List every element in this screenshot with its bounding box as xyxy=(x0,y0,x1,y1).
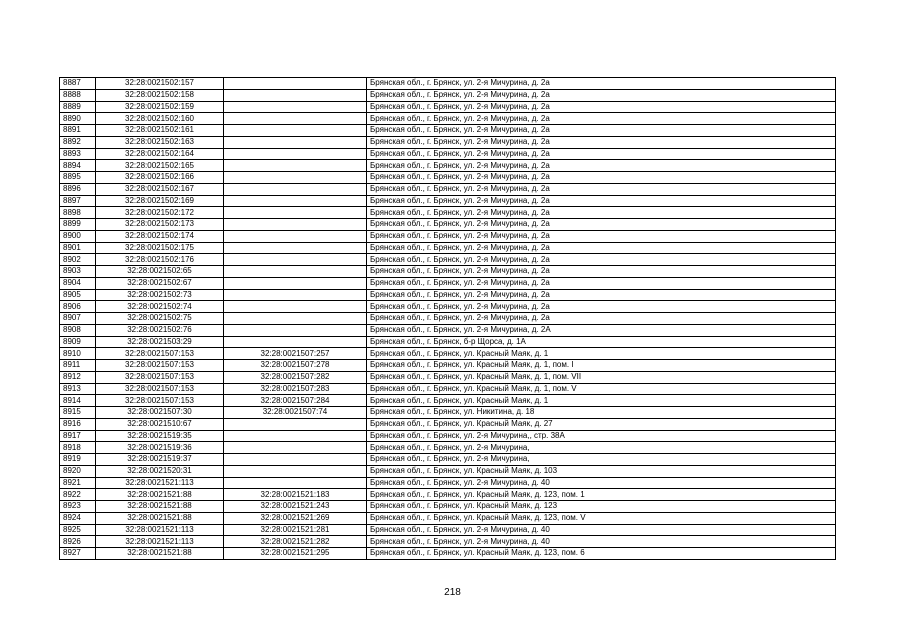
related-cadastral-number-cell: 32:28:0021521:183 xyxy=(224,489,367,501)
address-cell: Брянская обл., г. Брянск, ул. Красный Маяк, д. 27 xyxy=(367,418,836,430)
row-number-cell: 8893 xyxy=(60,148,96,160)
related-cadastral-number-cell xyxy=(224,160,367,172)
related-cadastral-number-cell: 32:28:0021507:278 xyxy=(224,360,367,372)
row-number-cell: 8897 xyxy=(60,195,96,207)
row-number-cell: 8909 xyxy=(60,336,96,348)
cadastral-number-cell: 32:28:0021502:165 xyxy=(96,160,224,172)
related-cadastral-number-cell xyxy=(224,289,367,301)
address-cell: Брянская обл., г. Брянск, ул. 2-я Мичурина, д. 2а xyxy=(367,160,836,172)
related-cadastral-number-cell: 32:28:0021507:74 xyxy=(224,407,367,419)
table-row xyxy=(60,477,836,489)
related-cadastral-number-cell xyxy=(224,242,367,254)
row-number-cell: 8921 xyxy=(60,477,96,489)
row-number-cell: 8926 xyxy=(60,536,96,548)
row-number-cell: 8907 xyxy=(60,313,96,325)
row-number-cell: 8925 xyxy=(60,524,96,536)
table-row xyxy=(60,418,836,430)
table-row xyxy=(60,336,836,348)
row-number-cell: 8917 xyxy=(60,430,96,442)
table-row xyxy=(60,136,836,148)
table-row xyxy=(60,266,836,278)
table-row xyxy=(60,113,836,125)
address-cell: Брянская обл., г. Брянск, ул. 2-я Мичурина, д. 2А xyxy=(367,324,836,336)
address-cell: Брянская обл., г. Брянск, ул. 2-я Мичурина, д. 2а xyxy=(367,113,836,125)
page-number: 218 xyxy=(444,587,461,598)
row-number-cell: 8896 xyxy=(60,183,96,195)
row-number-cell: 8923 xyxy=(60,501,96,513)
table-row xyxy=(60,277,836,289)
cadastral-number-cell: 32:28:0021502:176 xyxy=(96,254,224,266)
row-number-cell: 8912 xyxy=(60,371,96,383)
related-cadastral-number-cell xyxy=(224,418,367,430)
table-row xyxy=(60,524,836,536)
row-number-cell: 8911 xyxy=(60,360,96,372)
related-cadastral-number-cell xyxy=(224,301,367,313)
address-cell: Брянская обл., г. Брянск, ул. 2-я Мичурина, д. 40 xyxy=(367,536,836,548)
cadastral-number-cell: 32:28:0021502:76 xyxy=(96,324,224,336)
related-cadastral-number-cell xyxy=(224,172,367,184)
related-cadastral-number-cell xyxy=(224,324,367,336)
cadastral-number-cell: 32:28:0021521:88 xyxy=(96,489,224,501)
related-cadastral-number-cell xyxy=(224,465,367,477)
row-number-cell: 8894 xyxy=(60,160,96,172)
cadastral-number-cell: 32:28:0021519:35 xyxy=(96,430,224,442)
table-row xyxy=(60,548,836,560)
table-row xyxy=(60,407,836,419)
cadastral-number-cell: 32:28:0021520:31 xyxy=(96,465,224,477)
cadastral-number-cell: 32:28:0021502:65 xyxy=(96,266,224,278)
row-number-cell: 8924 xyxy=(60,512,96,524)
table-row xyxy=(60,324,836,336)
table-row xyxy=(60,371,836,383)
cadastral-register-table xyxy=(59,77,836,560)
table-row xyxy=(60,148,836,160)
related-cadastral-number-cell: 32:28:0021521:281 xyxy=(224,524,367,536)
row-number-cell: 8895 xyxy=(60,172,96,184)
table-row xyxy=(60,172,836,184)
cadastral-number-cell: 32:28:0021503:29 xyxy=(96,336,224,348)
table-row xyxy=(60,101,836,113)
table-row xyxy=(60,489,836,501)
cadastral-number-cell: 32:28:0021507:153 xyxy=(96,360,224,372)
table-row xyxy=(60,183,836,195)
cadastral-number-cell: 32:28:0021507:153 xyxy=(96,348,224,360)
table-row xyxy=(60,289,836,301)
table-row xyxy=(60,89,836,101)
row-number-cell: 8927 xyxy=(60,548,96,560)
table-row xyxy=(60,160,836,172)
row-number-cell: 8888 xyxy=(60,89,96,101)
cadastral-number-cell: 32:28:0021502:74 xyxy=(96,301,224,313)
cadastral-number-cell: 32:28:0021521:88 xyxy=(96,548,224,560)
related-cadastral-number-cell: 32:28:0021521:243 xyxy=(224,501,367,513)
address-cell: Брянская обл., г. Брянск, ул. 2-я Мичурина, д. 2а xyxy=(367,89,836,101)
related-cadastral-number-cell xyxy=(224,183,367,195)
related-cadastral-number-cell xyxy=(224,313,367,325)
row-number-cell: 8908 xyxy=(60,324,96,336)
related-cadastral-number-cell: 32:28:0021507:282 xyxy=(224,371,367,383)
cadastral-number-cell: 32:28:0021502:169 xyxy=(96,195,224,207)
address-cell: Брянская обл., г. Брянск, ул. 2-я Мичурина, д. 2а xyxy=(367,219,836,231)
address-cell: Брянская обл., г. Брянск, ул. 2-я Мичурина, д. 2а xyxy=(367,313,836,325)
related-cadastral-number-cell: 32:28:0021521:269 xyxy=(224,512,367,524)
row-number-cell: 8905 xyxy=(60,289,96,301)
address-cell: Брянская обл., г. Брянск, ул. 2-я Мичурина, xyxy=(367,454,836,466)
address-cell: Брянская обл., г. Брянск, ул. Красный Маяк, д. 1, пом. VII xyxy=(367,371,836,383)
address-cell: Брянская обл., г. Брянск, ул. Красный Маяк, д. 123 xyxy=(367,501,836,513)
cadastral-number-cell: 32:28:0021519:37 xyxy=(96,454,224,466)
related-cadastral-number-cell xyxy=(224,477,367,489)
cadastral-number-cell: 32:28:0021507:153 xyxy=(96,371,224,383)
table-row xyxy=(60,254,836,266)
row-number-cell: 8899 xyxy=(60,219,96,231)
row-number-cell: 8898 xyxy=(60,207,96,219)
related-cadastral-number-cell xyxy=(224,136,367,148)
table-row xyxy=(60,78,836,90)
address-cell: Брянская обл., г. Брянск, ул. 2-я Мичурина, д. 2а xyxy=(367,136,836,148)
address-cell: Брянская обл., г. Брянск, ул. 2-я Мичурина, д. 2а xyxy=(367,301,836,313)
row-number-cell: 8890 xyxy=(60,113,96,125)
row-number-cell: 8891 xyxy=(60,125,96,137)
related-cadastral-number-cell xyxy=(224,195,367,207)
cadastral-number-cell: 32:28:0021502:73 xyxy=(96,289,224,301)
cadastral-number-cell: 32:28:0021510:67 xyxy=(96,418,224,430)
related-cadastral-number-cell xyxy=(224,254,367,266)
row-number-cell: 8903 xyxy=(60,266,96,278)
address-cell: Брянская обл., г. Брянск, ул. 2-я Мичурина, д. 2а xyxy=(367,125,836,137)
table-row xyxy=(60,512,836,524)
cadastral-number-cell: 32:28:0021521:113 xyxy=(96,524,224,536)
address-cell: Брянская обл., г. Брянск, ул. Красный Маяк, д. 123, пом. 1 xyxy=(367,489,836,501)
register-table-body xyxy=(60,78,836,560)
cadastral-number-cell: 32:28:0021502:75 xyxy=(96,313,224,325)
cadastral-number-cell: 32:28:0021502:157 xyxy=(96,78,224,90)
cadastral-number-cell: 32:28:0021521:113 xyxy=(96,477,224,489)
row-number-cell: 8920 xyxy=(60,465,96,477)
related-cadastral-number-cell: 32:28:0021507:257 xyxy=(224,348,367,360)
cadastral-number-cell: 32:28:0021502:163 xyxy=(96,136,224,148)
table-row xyxy=(60,430,836,442)
table-row xyxy=(60,536,836,548)
row-number-cell: 8913 xyxy=(60,383,96,395)
table-row xyxy=(60,465,836,477)
related-cadastral-number-cell xyxy=(224,113,367,125)
row-number-cell: 8887 xyxy=(60,78,96,90)
table-row xyxy=(60,242,836,254)
address-cell: Брянская обл., г. Брянск, ул. 2-я Мичурина, д. 2а xyxy=(367,289,836,301)
row-number-cell: 8919 xyxy=(60,454,96,466)
address-cell: Брянская обл., г. Брянск, б-р Щорса, д. 1А xyxy=(367,336,836,348)
related-cadastral-number-cell: 32:28:0021521:295 xyxy=(224,548,367,560)
address-cell: Брянская обл., г. Брянск, ул. 2-я Мичурина, д. 2а xyxy=(367,172,836,184)
cadastral-number-cell: 32:28:0021521:113 xyxy=(96,536,224,548)
row-number-cell: 8904 xyxy=(60,277,96,289)
cadastral-number-cell: 32:28:0021502:174 xyxy=(96,230,224,242)
table-row xyxy=(60,125,836,137)
related-cadastral-number-cell: 32:28:0021507:283 xyxy=(224,383,367,395)
cadastral-number-cell: 32:28:0021502:175 xyxy=(96,242,224,254)
row-number-cell: 8910 xyxy=(60,348,96,360)
related-cadastral-number-cell xyxy=(224,78,367,90)
address-cell: Брянская обл., г. Брянск, ул. 2-я Мичурина, д. 2а xyxy=(367,148,836,160)
row-number-cell: 8915 xyxy=(60,407,96,419)
address-cell: Брянская обл., г. Брянск, ул. 2-я Мичурина, xyxy=(367,442,836,454)
row-number-cell: 8901 xyxy=(60,242,96,254)
table-row xyxy=(60,313,836,325)
cadastral-number-cell: 32:28:0021507:153 xyxy=(96,383,224,395)
cadastral-number-cell: 32:28:0021502:172 xyxy=(96,207,224,219)
table-row xyxy=(60,348,836,360)
address-cell: Брянская обл., г. Брянск, ул. 2-я Мичурина, д. 40 xyxy=(367,477,836,489)
table-row xyxy=(60,454,836,466)
table-row xyxy=(60,219,836,231)
address-cell: Брянская обл., г. Брянск, ул. Красный Маяк, д. 1 xyxy=(367,348,836,360)
related-cadastral-number-cell xyxy=(224,266,367,278)
address-cell: Брянская обл., г. Брянск, ул. Красный Маяк, д. 1, пом. V xyxy=(367,383,836,395)
address-cell: Брянская обл., г. Брянск, ул. 2-я Мичурина, д. 2а xyxy=(367,254,836,266)
cadastral-number-cell: 32:28:0021502:160 xyxy=(96,113,224,125)
row-number-cell: 8916 xyxy=(60,418,96,430)
cadastral-number-cell: 32:28:0021521:88 xyxy=(96,501,224,513)
related-cadastral-number-cell xyxy=(224,101,367,113)
address-cell: Брянская обл., г. Брянск, ул. Красный Маяк, д. 1 xyxy=(367,395,836,407)
row-number-cell: 8906 xyxy=(60,301,96,313)
table-row xyxy=(60,442,836,454)
cadastral-number-cell: 32:28:0021502:166 xyxy=(96,172,224,184)
row-number-cell: 8902 xyxy=(60,254,96,266)
row-number-cell: 8918 xyxy=(60,442,96,454)
row-number-cell: 8889 xyxy=(60,101,96,113)
table-row xyxy=(60,207,836,219)
table-row xyxy=(60,301,836,313)
table-row xyxy=(60,501,836,513)
address-cell: Брянская обл., г. Брянск, ул. Никитина, д. 18 xyxy=(367,407,836,419)
table-row xyxy=(60,195,836,207)
address-cell: Брянская обл., г. Брянск, ул. 2-я Мичурина, д. 2а xyxy=(367,101,836,113)
address-cell: Брянская обл., г. Брянск, ул. Красный Маяк, д. 123, пом. 6 xyxy=(367,548,836,560)
cadastral-number-cell: 32:28:0021507:153 xyxy=(96,395,224,407)
cadastral-number-cell: 32:28:0021502:167 xyxy=(96,183,224,195)
related-cadastral-number-cell xyxy=(224,277,367,289)
related-cadastral-number-cell xyxy=(224,454,367,466)
cadastral-number-cell: 32:28:0021502:158 xyxy=(96,89,224,101)
row-number-cell: 8900 xyxy=(60,230,96,242)
address-cell: Брянская обл., г. Брянск, ул. Красный Маяк, д. 1, пом. I xyxy=(367,360,836,372)
cadastral-number-cell: 32:28:0021502:173 xyxy=(96,219,224,231)
table-row xyxy=(60,360,836,372)
table-row xyxy=(60,395,836,407)
address-cell: Брянская обл., г. Брянск, ул. Красный Маяк, д. 123, пом. V xyxy=(367,512,836,524)
cadastral-number-cell: 32:28:0021502:161 xyxy=(96,125,224,137)
related-cadastral-number-cell: 32:28:0021507:284 xyxy=(224,395,367,407)
cadastral-number-cell: 32:28:0021519:36 xyxy=(96,442,224,454)
address-cell: Брянская обл., г. Брянск, ул. 2-я Мичурина, д. 2а xyxy=(367,277,836,289)
address-cell: Брянская обл., г. Брянск, ул. 2-я Мичурина, д. 2а xyxy=(367,195,836,207)
related-cadastral-number-cell xyxy=(224,219,367,231)
address-cell: Брянская обл., г. Брянск, ул. 2-я Мичурина, д. 2а xyxy=(367,230,836,242)
related-cadastral-number-cell: 32:28:0021521:282 xyxy=(224,536,367,548)
cadastral-number-cell: 32:28:0021502:67 xyxy=(96,277,224,289)
cadastral-number-cell: 32:28:0021521:88 xyxy=(96,512,224,524)
address-cell: Брянская обл., г. Брянск, ул. 2-я Мичурина,, стр. 38А xyxy=(367,430,836,442)
address-cell: Брянская обл., г. Брянск, ул. 2-я Мичурина, д. 40 xyxy=(367,524,836,536)
address-cell: Брянская обл., г. Брянск, ул. 2-я Мичурина, д. 2а xyxy=(367,183,836,195)
table-row xyxy=(60,383,836,395)
address-cell: Брянская обл., г. Брянск, ул. 2-я Мичурина, д. 2а xyxy=(367,78,836,90)
related-cadastral-number-cell xyxy=(224,430,367,442)
related-cadastral-number-cell xyxy=(224,89,367,101)
address-cell: Брянская обл., г. Брянск, ул. 2-я Мичурина, д. 2а xyxy=(367,207,836,219)
related-cadastral-number-cell xyxy=(224,230,367,242)
row-number-cell: 8892 xyxy=(60,136,96,148)
related-cadastral-number-cell xyxy=(224,207,367,219)
related-cadastral-number-cell xyxy=(224,125,367,137)
address-cell: Брянская обл., г. Брянск, ул. Красный Маяк, д. 103 xyxy=(367,465,836,477)
table-row xyxy=(60,230,836,242)
row-number-cell: 8922 xyxy=(60,489,96,501)
address-cell: Брянская обл., г. Брянск, ул. 2-я Мичурина, д. 2а xyxy=(367,266,836,278)
related-cadastral-number-cell xyxy=(224,148,367,160)
cadastral-number-cell: 32:28:0021507:30 xyxy=(96,407,224,419)
row-number-cell: 8914 xyxy=(60,395,96,407)
cadastral-number-cell: 32:28:0021502:159 xyxy=(96,101,224,113)
cadastral-number-cell: 32:28:0021502:164 xyxy=(96,148,224,160)
related-cadastral-number-cell xyxy=(224,336,367,348)
related-cadastral-number-cell xyxy=(224,442,367,454)
address-cell: Брянская обл., г. Брянск, ул. 2-я Мичурина, д. 2а xyxy=(367,242,836,254)
